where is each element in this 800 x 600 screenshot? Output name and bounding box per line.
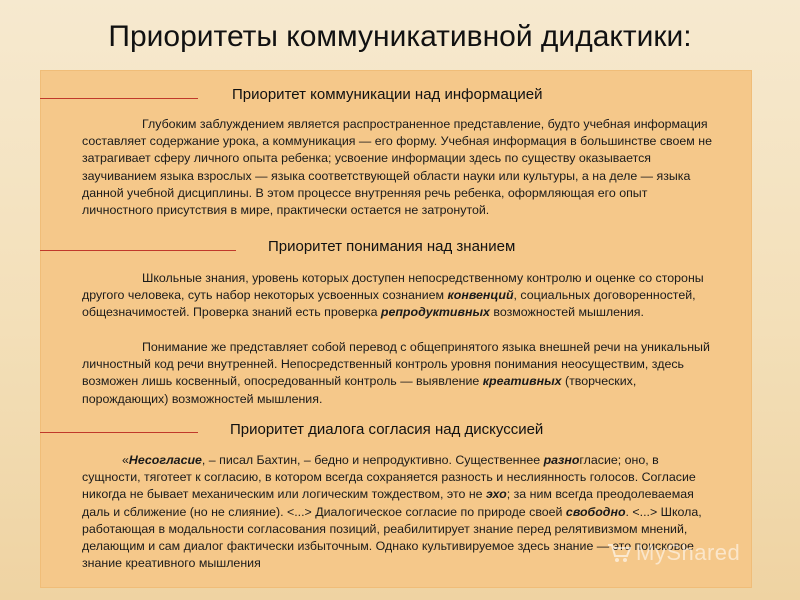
section-rule bbox=[40, 250, 236, 251]
cart-icon bbox=[606, 542, 632, 564]
emphasis-term: креативных bbox=[482, 374, 562, 389]
paragraph-text: Школьные знания, уровень которых доступен непосредственному контролю и оценке со стороны другого человека, суть набор некоторых усвоенных сознанием bbox=[82, 271, 704, 303]
section-rule bbox=[40, 98, 198, 99]
paragraph-text: (творческих, порождающих) возможностей мышления. bbox=[82, 374, 637, 406]
paragraph-text: « bbox=[122, 453, 129, 467]
watermark-text: MyShared bbox=[636, 540, 741, 565]
section-heading-dialogue: Приоритет диалога согласия над дискуссией bbox=[230, 421, 544, 438]
emphasis-term: конвенций bbox=[447, 288, 514, 303]
slide-title: Приоритеты коммуникативной дидактики: bbox=[108, 20, 692, 53]
paragraph-text: Глубоким заблуждением является распространенное представление, будто учебная информация составляет содержание урока, а коммуникация — его форму. Учебная информация в большинстве своем не затрагивает сферу личного опыта ребенка; усвоение информации здесь по существу оказывается заучиванием языка взрослых — языка соответствующей области науки или культуры, а на деле — языка данной учебной дисциплины. В этом процессе внутренняя речь ребенка, оформляющая его опыт личностного присутствия в мире, практически остается не затронутой. bbox=[82, 117, 712, 218]
section-heading-communication: Приоритет коммуникации над информацией bbox=[232, 86, 543, 103]
emphasis-term: Несогласие bbox=[128, 453, 202, 467]
paragraph-text: . <...> Школа, работающая в модальности согласования позиций, реабилитирует знание перед релятивизмом мнений, делающим и сам диалог фактически избыточным. Однако культивируемое здесь знание — это поисковое знание креативного мышления bbox=[82, 504, 702, 571]
emphasis-term: эхо bbox=[486, 487, 507, 502]
emphasis-term: свободно bbox=[565, 504, 626, 519]
section-heading-understanding: Приоритет понимания над знанием bbox=[268, 238, 516, 255]
paragraph-text: Понимание же представляет собой перевод с общепринятого языка внешней речи на уникальный личностный код речи внутренней. Непосредственный контроль уровня понимания неосуществим, здесь возможен лишь косвенный, опосредованный контроль — выявление bbox=[82, 340, 710, 389]
paragraph-understanding bbox=[82, 339, 712, 408]
paragraph-text: возможностей мышления. bbox=[489, 305, 644, 320]
emphasis-term: репродуктивных bbox=[380, 305, 490, 320]
paragraph-text: ; за ним всегда преодолеваемая даль и сближение (но не слияние). <...> Диалогическое согласие по природе своей bbox=[82, 487, 694, 519]
emphasis-term: разно bbox=[543, 453, 580, 467]
section-rule bbox=[40, 432, 198, 433]
paragraph-knowledge bbox=[82, 270, 712, 322]
paragraph-text: , – писал Бахтин, – бедно и непродуктивно. Существеннее bbox=[201, 453, 544, 467]
watermark bbox=[606, 540, 740, 566]
paragraph-communication bbox=[82, 116, 712, 219]
paragraph-text: , социальных договоренностей, общезначимостей. Проверка знаний есть проверка bbox=[82, 288, 696, 320]
paragraph-text: гласие; оно, в сущности, тяготеет к согласию, в котором всегда сохраняется разность и неслиянность голосов. Согласие никогда не бывает механическим или логическим тождеством, это не bbox=[82, 453, 696, 502]
